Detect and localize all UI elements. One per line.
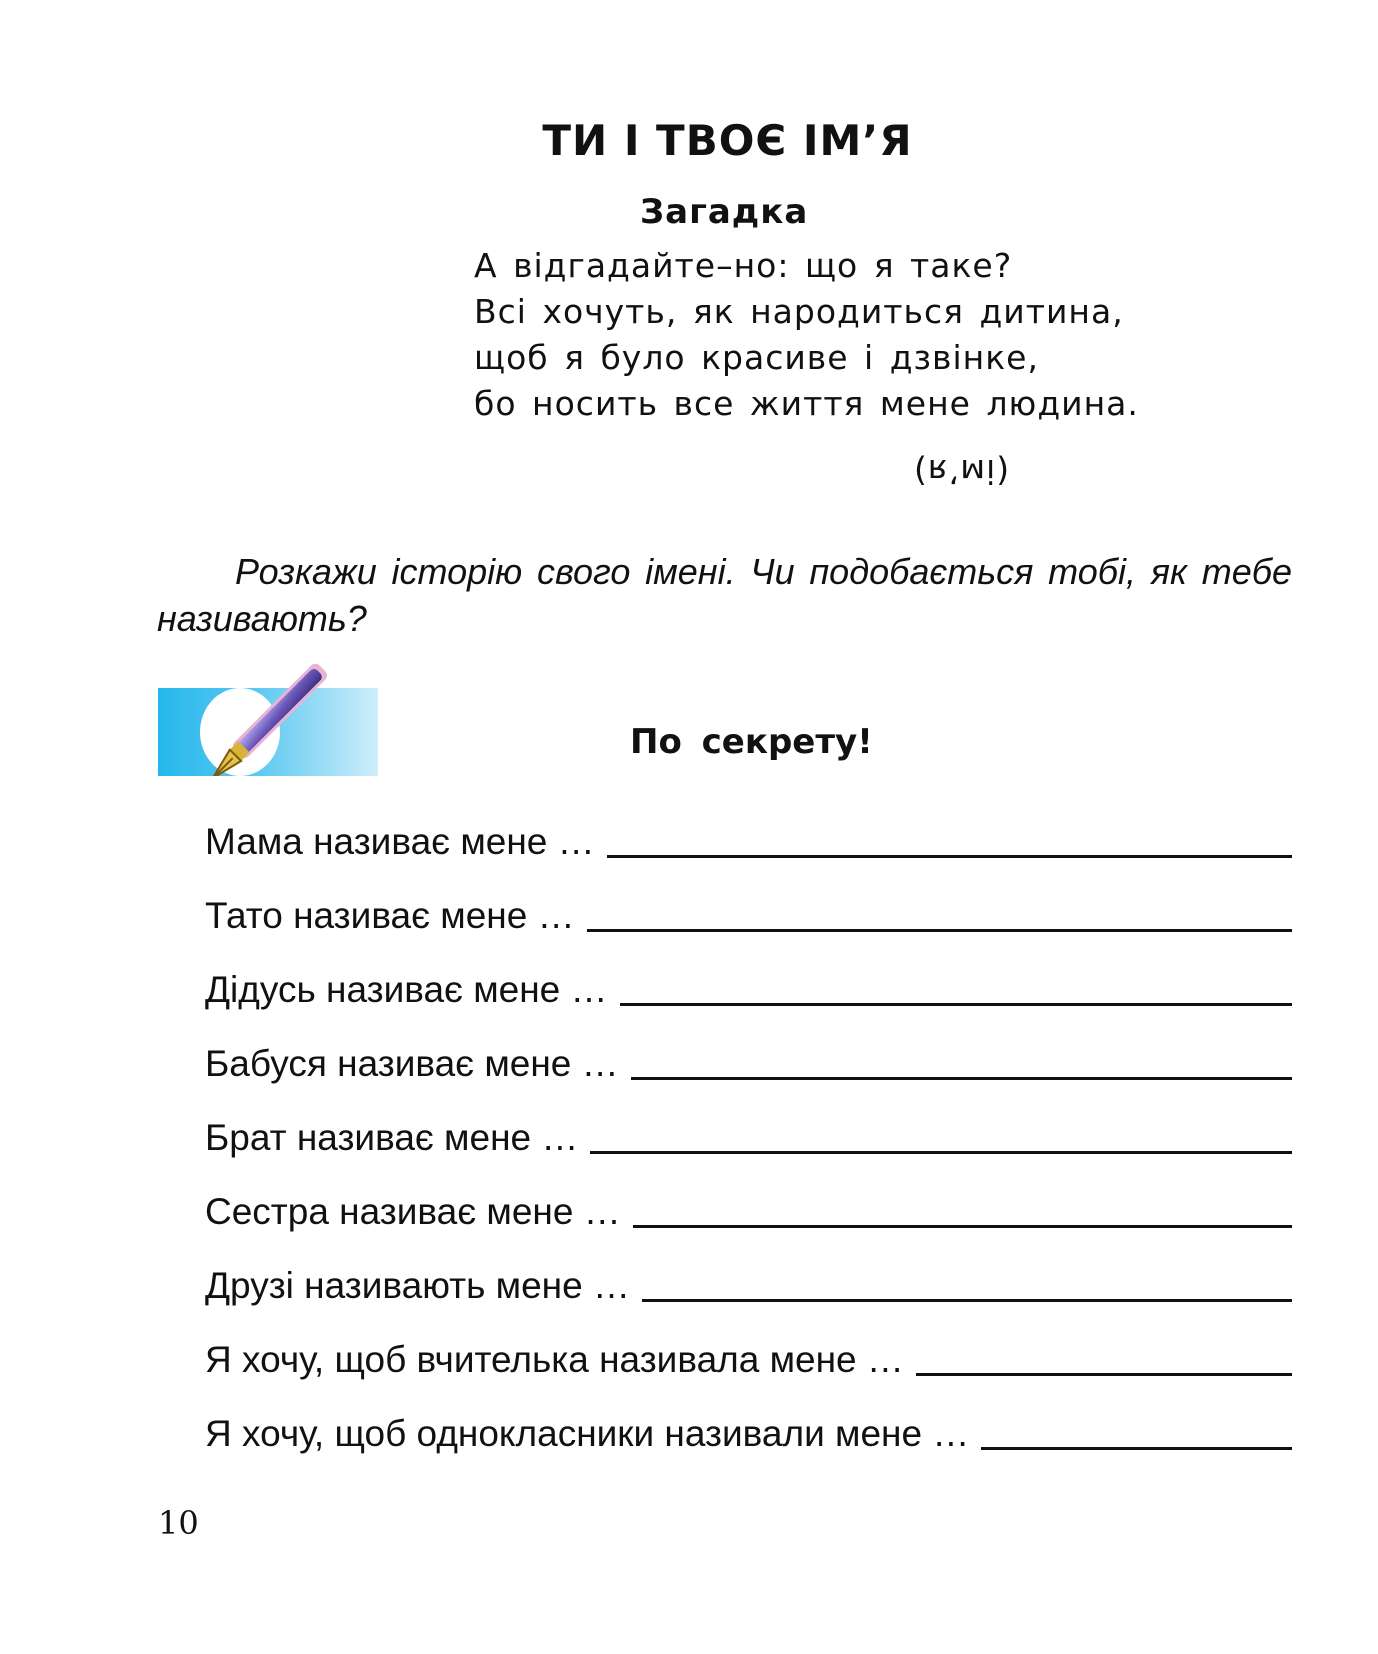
poem-line: бо носить все життя мене людина. xyxy=(474,384,1139,423)
answer-blank[interactable] xyxy=(981,1447,1292,1450)
fill-in-row xyxy=(205,938,1292,1012)
answer-blank[interactable] xyxy=(620,1003,1292,1006)
riddle-heading: Загадка xyxy=(640,192,809,232)
answer-blank[interactable] xyxy=(633,1225,1292,1228)
fill-in-label: Бабуся називає мене … xyxy=(205,1043,619,1084)
fill-in-row xyxy=(205,1012,1292,1086)
answer-blank[interactable] xyxy=(916,1373,1292,1376)
page-title: ТИ І ТВОЄ ІМ’Я xyxy=(542,116,913,165)
fill-in-row xyxy=(205,1160,1292,1234)
answer-blank[interactable] xyxy=(587,929,1292,932)
fill-in-row xyxy=(205,864,1292,938)
riddle-answer-upside-down: (ім’я) xyxy=(913,452,1010,491)
page-number: 10 xyxy=(158,1504,199,1542)
fill-in-label: Я хочу, щоб однокласники називали мене … xyxy=(205,1413,970,1454)
answer-blank[interactable] xyxy=(607,855,1292,858)
pen-writing-icon xyxy=(158,660,378,776)
riddle-poem xyxy=(474,243,1139,427)
fill-in-row xyxy=(205,1234,1292,1308)
fill-in-row xyxy=(205,790,1292,864)
secret-heading: По секрету! xyxy=(630,722,873,762)
fill-in-list xyxy=(205,790,1292,1456)
poem-line: А відгадайте–но: що я таке? xyxy=(474,246,1013,285)
poem-line: Всі хочуть, як народиться дитина, xyxy=(474,292,1124,331)
answer-blank[interactable] xyxy=(631,1077,1292,1080)
fill-in-label: Сестра називає мене … xyxy=(205,1191,621,1232)
fill-in-label: Я хочу, щоб вчителька називала мене … xyxy=(205,1339,904,1380)
poem-line: щоб я було красиве і дзвінке, xyxy=(474,338,1039,377)
answer-blank[interactable] xyxy=(590,1151,1292,1154)
fill-in-label: Мама називає мене … xyxy=(205,821,595,862)
fill-in-label: Брат називає мене … xyxy=(205,1117,579,1158)
fill-in-label: Друзі називають мене … xyxy=(205,1265,630,1306)
answer-blank[interactable] xyxy=(642,1299,1292,1302)
fill-in-row xyxy=(205,1382,1292,1456)
fill-in-label: Дідусь називає мене … xyxy=(205,969,608,1010)
task-instruction: Розкажи історію свого імені. Чи подобається тобі, як тебе називають? xyxy=(157,551,1292,639)
fill-in-row xyxy=(205,1086,1292,1160)
fill-in-label: Тато називає мене … xyxy=(205,895,575,936)
fill-in-row xyxy=(205,1308,1292,1382)
